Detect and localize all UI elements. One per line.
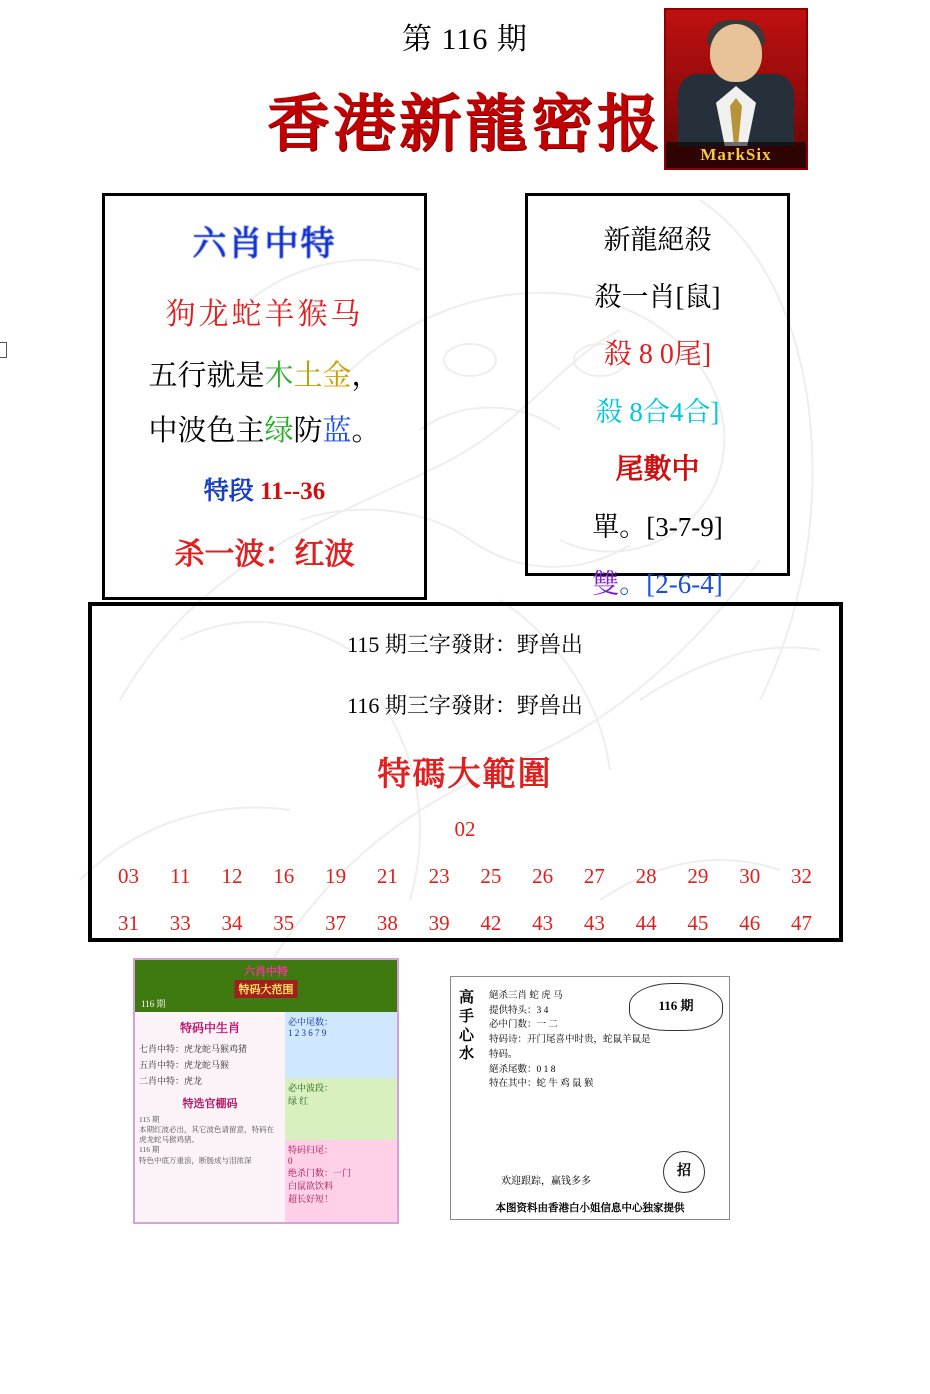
range-number: 38 bbox=[376, 911, 398, 935]
thumbnail-left bbox=[133, 958, 399, 1224]
page-title: 香港新龍密报 bbox=[266, 91, 663, 159]
range-single-number: 02 bbox=[454, 817, 476, 841]
wuxing-prefix: 五行就是 bbox=[148, 360, 265, 392]
range-number: 11 bbox=[170, 864, 191, 888]
range-number: 37 bbox=[325, 911, 347, 935]
wuxing-wood: 木 bbox=[264, 360, 294, 392]
range-number: 25 bbox=[480, 864, 502, 888]
segment-line bbox=[105, 471, 424, 507]
thumb-special-body: 0 bbox=[288, 1156, 293, 1166]
thumb-tail-block bbox=[285, 1012, 397, 1078]
range-number: 30 bbox=[739, 864, 761, 888]
thumb-right-line: 提供特头：3 4 bbox=[489, 1005, 549, 1016]
range-row-1 bbox=[92, 864, 839, 889]
thumb-special-title: 特码归尾： bbox=[288, 1145, 334, 1155]
range-number: 39 bbox=[428, 911, 450, 935]
range-box bbox=[88, 602, 843, 942]
thumb-tail-body: 1 2 3 6 7 9 bbox=[288, 1028, 327, 1038]
color-blue: 蓝 bbox=[322, 415, 352, 447]
thumb-left-col bbox=[135, 1012, 285, 1222]
thumb-row: 五肖中特：虎龙蛇马猴 bbox=[139, 1060, 230, 1070]
thumbnail-right bbox=[450, 976, 730, 1220]
thumb-gate: 绝杀门数：一门 bbox=[288, 1168, 352, 1178]
thumb-row: 二肖中特：虎龙 bbox=[139, 1076, 203, 1086]
range-number: 35 bbox=[273, 911, 295, 935]
thumb-tail-title: 必中尾数： bbox=[288, 1017, 334, 1027]
kill-tail: 殺 8 0尾] bbox=[603, 339, 712, 370]
thumb-right-line: 特在其中：蛇 牛 鸡 鼠 猴 bbox=[489, 1079, 594, 1090]
thumbnail-left-body bbox=[135, 1012, 397, 1222]
even-label: 雙 bbox=[592, 569, 620, 599]
thumbnail-left-banner bbox=[135, 960, 397, 1012]
range-row-2 bbox=[92, 911, 839, 936]
prev-issue-line: 115 期三字發財：野兽出 bbox=[347, 632, 583, 657]
thumb-right-side-title: 高手心水 bbox=[459, 990, 475, 1063]
range-number: 34 bbox=[221, 911, 243, 935]
range-number: 12 bbox=[221, 864, 243, 888]
tail-mid: 尾數中 bbox=[615, 454, 700, 485]
thumb-special-block bbox=[285, 1140, 397, 1222]
even-line bbox=[528, 562, 787, 601]
thumb-right-line: 絕杀三肖 蛇 虎 马 bbox=[489, 991, 563, 1001]
color-suffix: 。 bbox=[351, 415, 381, 447]
range-number: 29 bbox=[687, 864, 709, 888]
range-number: 46 bbox=[739, 911, 761, 935]
curr-issue-line: 116 期三字發財：野兽出 bbox=[347, 693, 583, 718]
thumb-note-text-2: 特色中底万重浪，断肠成与泪浓深 bbox=[139, 1155, 252, 1165]
color-prefix: 中波色主 bbox=[148, 415, 265, 447]
thumb-right-footer: 本图资料由香港白小姐信息中心独家提供 bbox=[495, 1203, 685, 1214]
thumb-right-line: 絕杀尾數：0 1 8 bbox=[489, 1064, 556, 1075]
kill-wave: 杀一波：红波 bbox=[174, 538, 355, 571]
edge-mark bbox=[0, 342, 7, 358]
wuxing-metal: 金 bbox=[322, 360, 352, 392]
header bbox=[0, 0, 930, 180]
range-number: 43 bbox=[583, 911, 605, 935]
thumb-note-label-2: 116 期 bbox=[139, 1145, 160, 1155]
color-line bbox=[105, 408, 424, 449]
kill-zodiac: 殺一肖[鼠] bbox=[594, 282, 721, 312]
segment-value: 11--36 bbox=[259, 478, 326, 505]
issue-label: 第 116 期 bbox=[402, 23, 528, 56]
thumb-right-line: 必中门数：一 二 bbox=[489, 1020, 558, 1031]
thumb-right-line: 特码诗：开门尾喜中时贵，蛇鼠羊鼠是特码。 bbox=[489, 1035, 651, 1060]
color-mid: 防 bbox=[293, 415, 323, 447]
thumb-note-label-1: 115 期 bbox=[139, 1115, 160, 1124]
range-number: 27 bbox=[583, 864, 605, 888]
thumb-head-2: 特选官棚码 bbox=[182, 1098, 238, 1110]
thumb-band-issue: 116 期 bbox=[141, 999, 166, 1009]
thumb-wave-title: 必中波段： bbox=[288, 1083, 334, 1093]
range-number: 16 bbox=[273, 864, 295, 888]
thumb-extra-2: 超长好短！ bbox=[288, 1194, 334, 1204]
six-zodiac-title: 六肖中特 bbox=[192, 226, 337, 263]
thumb-row: 七肖中特：虎龙蛇马猴鸡猪 bbox=[139, 1044, 248, 1054]
range-number: 47 bbox=[790, 911, 812, 935]
kill-box-title: 新龍絕殺 bbox=[603, 225, 712, 255]
wuxing-suffix: ， bbox=[351, 360, 381, 392]
portrait-photo bbox=[664, 8, 808, 170]
range-number: 21 bbox=[376, 864, 398, 888]
marksix-logo: MarkSix bbox=[666, 142, 806, 168]
range-number: 32 bbox=[790, 864, 812, 888]
range-number: 19 bbox=[325, 864, 347, 888]
range-number: 31 bbox=[118, 911, 139, 935]
thumb-right-col bbox=[285, 1012, 397, 1222]
range-title: 特碼大範圍 bbox=[377, 757, 553, 793]
thumb-band-title1: 六肖中特 bbox=[244, 966, 288, 978]
thumb-band-title2: 特码大范围 bbox=[235, 980, 298, 998]
range-number: 28 bbox=[635, 864, 657, 888]
range-number: 03 bbox=[118, 864, 139, 888]
six-zodiac-box bbox=[102, 193, 427, 600]
bottom-images bbox=[0, 958, 930, 1238]
color-green: 绿 bbox=[264, 415, 294, 447]
range-number: 23 bbox=[428, 864, 450, 888]
segment-label: 特段 bbox=[203, 478, 254, 505]
range-number: 26 bbox=[532, 864, 554, 888]
thumb-right-welcome: 欢迎跟踪，赢钱多多 bbox=[501, 1176, 591, 1187]
range-number: 45 bbox=[687, 911, 709, 935]
zodiac-list: 狗龙蛇羊猴马 bbox=[165, 298, 364, 331]
range-number: 33 bbox=[169, 911, 191, 935]
wuxing-line bbox=[105, 353, 424, 394]
thumb-wave-body: 绿 红 bbox=[288, 1096, 309, 1106]
kill-combo: 殺 8合4合] bbox=[595, 397, 720, 427]
range-number: 42 bbox=[480, 911, 502, 935]
thumb-extra-1: 白鼠欲饮料 bbox=[288, 1181, 334, 1191]
wuxing-earth: 土 bbox=[293, 360, 323, 392]
range-number: 43 bbox=[532, 911, 554, 935]
kill-box bbox=[525, 193, 790, 599]
even-value: 。[2-6-4] bbox=[619, 569, 723, 599]
lucky-stamp-icon: 招 bbox=[663, 1151, 705, 1193]
thumb-head-1: 特码中生肖 bbox=[179, 1021, 240, 1035]
odd-line: 單。[3-7-9] bbox=[592, 512, 723, 542]
forecast-boxes bbox=[0, 180, 930, 600]
thumb-note-text-1: 本期红波必出，其它波色请留意，特码在虎龙蛇马猴鸡猪。 bbox=[139, 1125, 274, 1145]
speech-bubble-icon: 116 期 bbox=[629, 983, 723, 1031]
thumb-wave-block bbox=[285, 1078, 397, 1140]
range-number: 44 bbox=[635, 911, 657, 935]
